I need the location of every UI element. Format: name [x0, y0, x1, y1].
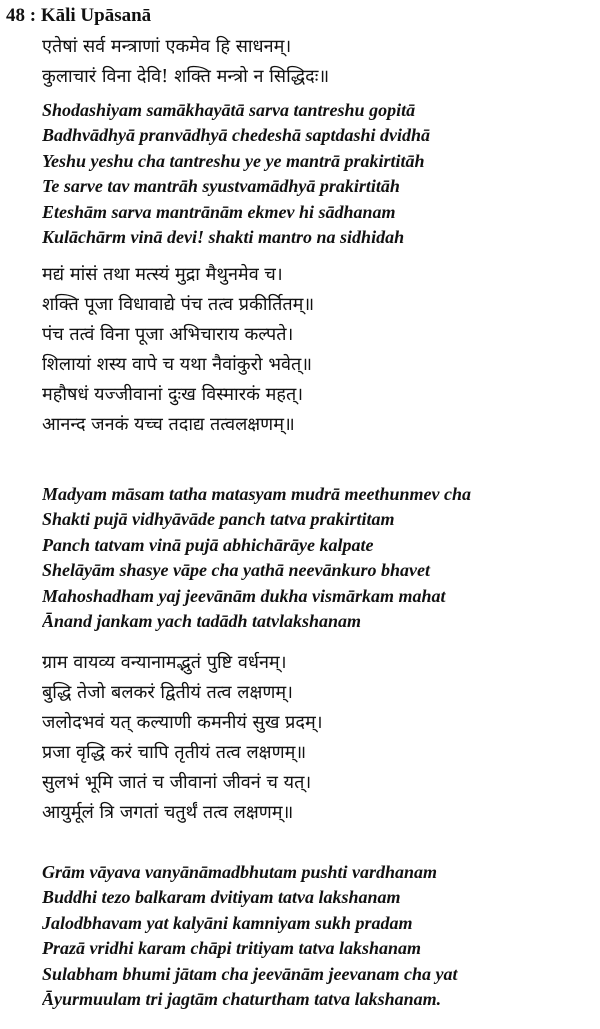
sanskrit-line: प्रजा वृद्धि करं चापि तृतीयं तत्व लक्षणम्॥: [42, 742, 307, 763]
sanskrit-line: पंच तत्वं विना पूजा अभिचाराय कल्पते।: [42, 324, 294, 345]
transliteration-line: Shelāyām shasye vāpe cha yathā neevānkuro bhavet: [42, 560, 430, 581]
sanskrit-verse-block-2: [42, 260, 598, 440]
transliteration-line: Yeshu yeshu cha tantreshu ye ye mantrā prakirtitāh: [42, 150, 425, 171]
transliteration-line: Grām vāyava vanyānāmadbhutam pushti vardhanam: [42, 862, 438, 882]
transliteration-line: Ānand jankam yach tadādh tatvlakshanam: [42, 610, 362, 631]
transliteration-line: Buddhi tezo balkaram dvitiyam tatva lakshanam: [42, 887, 401, 908]
sanskrit-line: महौषधं यज्जीवानां दुःख विस्मारकं महत्।: [42, 384, 304, 405]
sanskrit-verse-block-3: [42, 648, 598, 828]
transliteration-block-2: [42, 482, 598, 634]
sanskrit-line: शक्ति पूजा विधावाद्ये पंच तत्व प्रकीर्तितम्॥: [42, 294, 315, 315]
transliteration-line: Āyurmuulam tri jagtām chaturtham tatva lakshanam.: [42, 988, 442, 1009]
transliteration-line: Madyam māsam tatha matasyam mudrā meethunmev cha: [42, 484, 472, 504]
sanskrit-line: सुलभं भूमि जातं च जीवानां जीवनं च यत्।: [42, 772, 312, 793]
transliteration-line: Panch tatvam vinā pujā abhichārāye kalpate: [42, 534, 374, 555]
sanskrit-line: कुलाचारं विना देवि! शक्ति मन्त्रो न सिद्धिदः॥: [42, 66, 330, 87]
transliteration-line: Shakti pujā vidhyāvāde panch tatva prakirtitam: [42, 509, 395, 530]
sanskrit-line: जलोदभवं यत् कल्याणी कमनीयं सुख प्रदम्।: [42, 712, 323, 733]
transliteration-line: Mahoshadham yaj jeevānām dukha vismārkam mahat: [42, 585, 446, 606]
transliteration-block-3: [42, 860, 598, 1012]
page-header: 48 : Kāli Upāsanā: [6, 5, 152, 26]
transliteration-line: Jalodbhavam yat kalyāni kamniyam sukh pradam: [42, 912, 413, 933]
sanskrit-line: ग्राम वायव्य वन्यानामद्भुतं पुष्टि वर्धनम्।: [42, 652, 287, 673]
sanskrit-line: एतेषां सर्व मन्त्राणां एकमेव हि साधनम्।: [42, 36, 292, 57]
transliteration-line: Badhvādhyā pranvādhyā chedeshā saptdashi dvidhā: [42, 125, 431, 146]
transliteration-line: Kulāchārm vinā devi! shakti mantro na sidhidah: [42, 226, 405, 247]
sanskrit-line: मद्यं मांसं तथा मत्स्यं मुद्रा मैथुनमेव च।: [42, 264, 283, 285]
sanskrit-line: आनन्द जनकं यच्च तदाद्य तत्वलक्षणम्॥: [42, 414, 295, 435]
transliteration-line: Eteshām sarva mantrānām ekmev hi sādhanam: [42, 201, 396, 222]
transliteration-line: Sulabham bhumi jātam cha jeevānām jeevanam cha yat: [42, 963, 458, 984]
sanskrit-line: शिलायां शस्य वापे च यथा नैवांकुरो भवेत्॥: [42, 354, 313, 375]
transliteration-line: Prazā vridhi karam chāpi tritiyam tatva lakshanam: [42, 938, 422, 959]
sanskrit-line: बुद्धि तेजो बलकरं द्वितीयं तत्व लक्षणम्।: [42, 682, 293, 703]
transliteration-line: Shodashiyam samākhayātā sarva tantreshu gopitā: [42, 100, 416, 120]
sanskrit-verse-block-1: [42, 32, 598, 92]
transliteration-line: Te sarve tav mantrāh syustvamādhyā prakirtitāh: [42, 176, 400, 197]
transliteration-block-1: [42, 98, 598, 250]
sanskrit-line: आयुर्मूलं त्रि जगतां चतुर्थं तत्व लक्षणम्॥: [42, 802, 294, 823]
